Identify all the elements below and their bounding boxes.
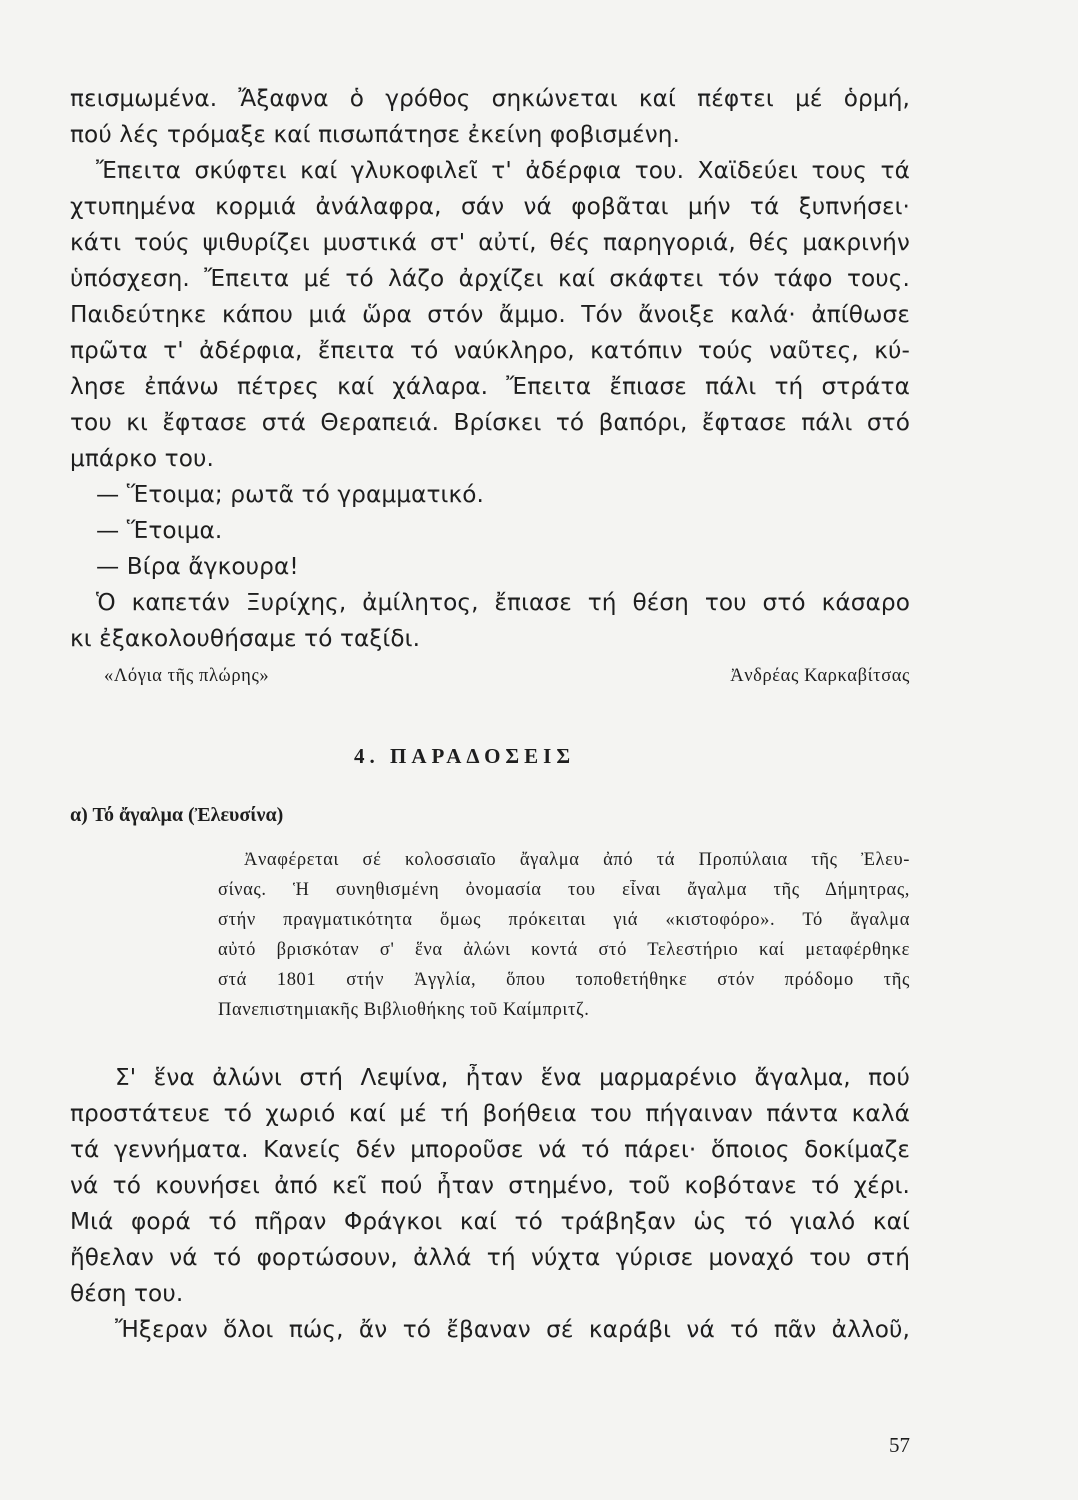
text-line: πού λές τρόμαξε καί πισωπάτησε ἐκείνη φοβισμένη. bbox=[70, 121, 681, 148]
dialogue-line: — Ἕτοιμα. bbox=[96, 517, 223, 544]
text-line: νά τό κουνήσει ἀπό κεῖ πού ἦταν στημένο, τοῦ κοβότανε τό χέρι. bbox=[70, 1172, 910, 1199]
section-heading: 4. ΠΑΡΑΔΟΣΕΙΣ bbox=[354, 744, 576, 768]
text-line: ἤθελαν νά τό φορτώσουν, ἀλλά τή νύχτα γύρισε μοναχό του στή bbox=[70, 1244, 910, 1271]
source-title: «Λόγια τῆς πλώρης» bbox=[104, 666, 270, 686]
text-line: πρῶτα τ' ἀδέρφια, ἔπειτα τό ναύκληρο, κατόπιν τούς ναῦτες, κύ- bbox=[70, 337, 910, 364]
text-line: Μιά φορά τό πῆραν Φράγκοι καί τό τράβηξαν ὡς τό γιαλό καί bbox=[70, 1208, 910, 1235]
text-line: χτυπημένα κορμιά ἀνάλαφρα, σάν νά φοβᾶται μήν τά ξυπνήσει· bbox=[70, 193, 910, 220]
note-line: στήν πραγματικότητα ὅμως πρόκειται γιά «κιστοφόρο». Τό ἄγαλμα bbox=[218, 910, 910, 930]
note-line: αὐτό βρισκόταν σ' ἕνα ἀλώνι κοντά στό Τελεστήριο καί μεταφέρθηκε bbox=[218, 940, 910, 960]
text-line: Σ' ἕνα ἀλώνι στή Λεψίνα, ἦταν ἕνα μαρμαρένιο ἄγαλμα, πού bbox=[115, 1064, 910, 1091]
note-line: στά 1801 στήν Ἀγγλία, ὅπου τοποθετήθηκε στόν πρόδομο τῆς bbox=[218, 970, 910, 990]
dialogue-line: — Ἕτοιμα; ρωτᾶ τό γραμματικό. bbox=[96, 481, 484, 508]
text-line: Παιδεύτηκε κάπου μιά ὥρα στόν ἄμμο. Τόν ἄνοιξε καλά· ἀπίθωσε bbox=[70, 301, 910, 328]
text-line: πεισμωμένα. Ἄξαφνα ὁ γρόθος σηκώνεται καί πέφτει μέ ὁρμή, bbox=[70, 85, 910, 112]
text-line: τά γεννήματα. Κανείς δέν μποροῦσε νά τό πάρει· ὅποιος δοκίμαζε bbox=[70, 1136, 910, 1163]
text-line: θέση του. bbox=[70, 1280, 184, 1307]
text-line: λησε ἐπάνω πέτρες καί χάλαρα. Ἔπειτα ἔπιασε πάλι τή στράτα bbox=[70, 373, 910, 400]
note-line: Ἀναφέρεται σέ κολοσσιαῖο ἄγαλμα ἀπό τά Προπύλαια τῆς Ἐλευ- bbox=[244, 850, 910, 870]
note-line: Πανεπιστημιακῆς Βιβλιοθήκης τοῦ Καίμπριτζ. bbox=[218, 1000, 590, 1020]
text-line: κάτι τούς ψιθυρίζει μυστικά στ' αὐτί, θές παρηγοριά, θές μακρινήν bbox=[70, 229, 910, 256]
dialogue-line: — Βίρα ἄγκουρα! bbox=[96, 553, 299, 580]
text-line: ὑπόσχεση. Ἔπειτα μέ τό λάζο ἀρχίζει καί σκάφτει τόν τάφο τους. bbox=[70, 265, 910, 292]
page-number: 57 bbox=[889, 1433, 910, 1457]
text-line: προστάτευε τό χωριό καί μέ τή βοήθεια του πήγαιναν πάντα καλά bbox=[70, 1100, 910, 1127]
note-line: σίνας. Ἡ συνηθισμένη ὀνομασία του εἶναι ἄγαλμα τῆς Δήμητρας, bbox=[218, 880, 910, 900]
text-line: Ἤξεραν ὅλοι πώς, ἄν τό ἔβαναν σέ καράβι νά τό πᾶν ἀλλοῦ, bbox=[115, 1316, 910, 1343]
text-line: κι ἐξακολουθήσαμε τό ταξίδι. bbox=[70, 625, 421, 652]
text-line: του κι ἔφτασε στά Θεραπειά. Βρίσκει τό βαπόρι, ἔφτασε πάλι στό bbox=[70, 409, 910, 436]
author-name: Ἀνδρέας Καρκαβίτσας bbox=[730, 666, 910, 686]
text-line: Ὁ καπετάν Ξυρίχης, ἀμίλητος, ἔπιασε τή θέση του στό κάσαρο bbox=[96, 589, 910, 616]
text-line: Ἔπειτα σκύφτει καί γλυκοφιλεῖ τ' ἀδέρφια του. Χαϊδεύει τους τά bbox=[96, 157, 910, 184]
text-line: μπάρκο του. bbox=[70, 445, 214, 472]
section-subheading: α) Τό ἄγαλμα (Ἐλευσίνα) bbox=[70, 804, 284, 826]
